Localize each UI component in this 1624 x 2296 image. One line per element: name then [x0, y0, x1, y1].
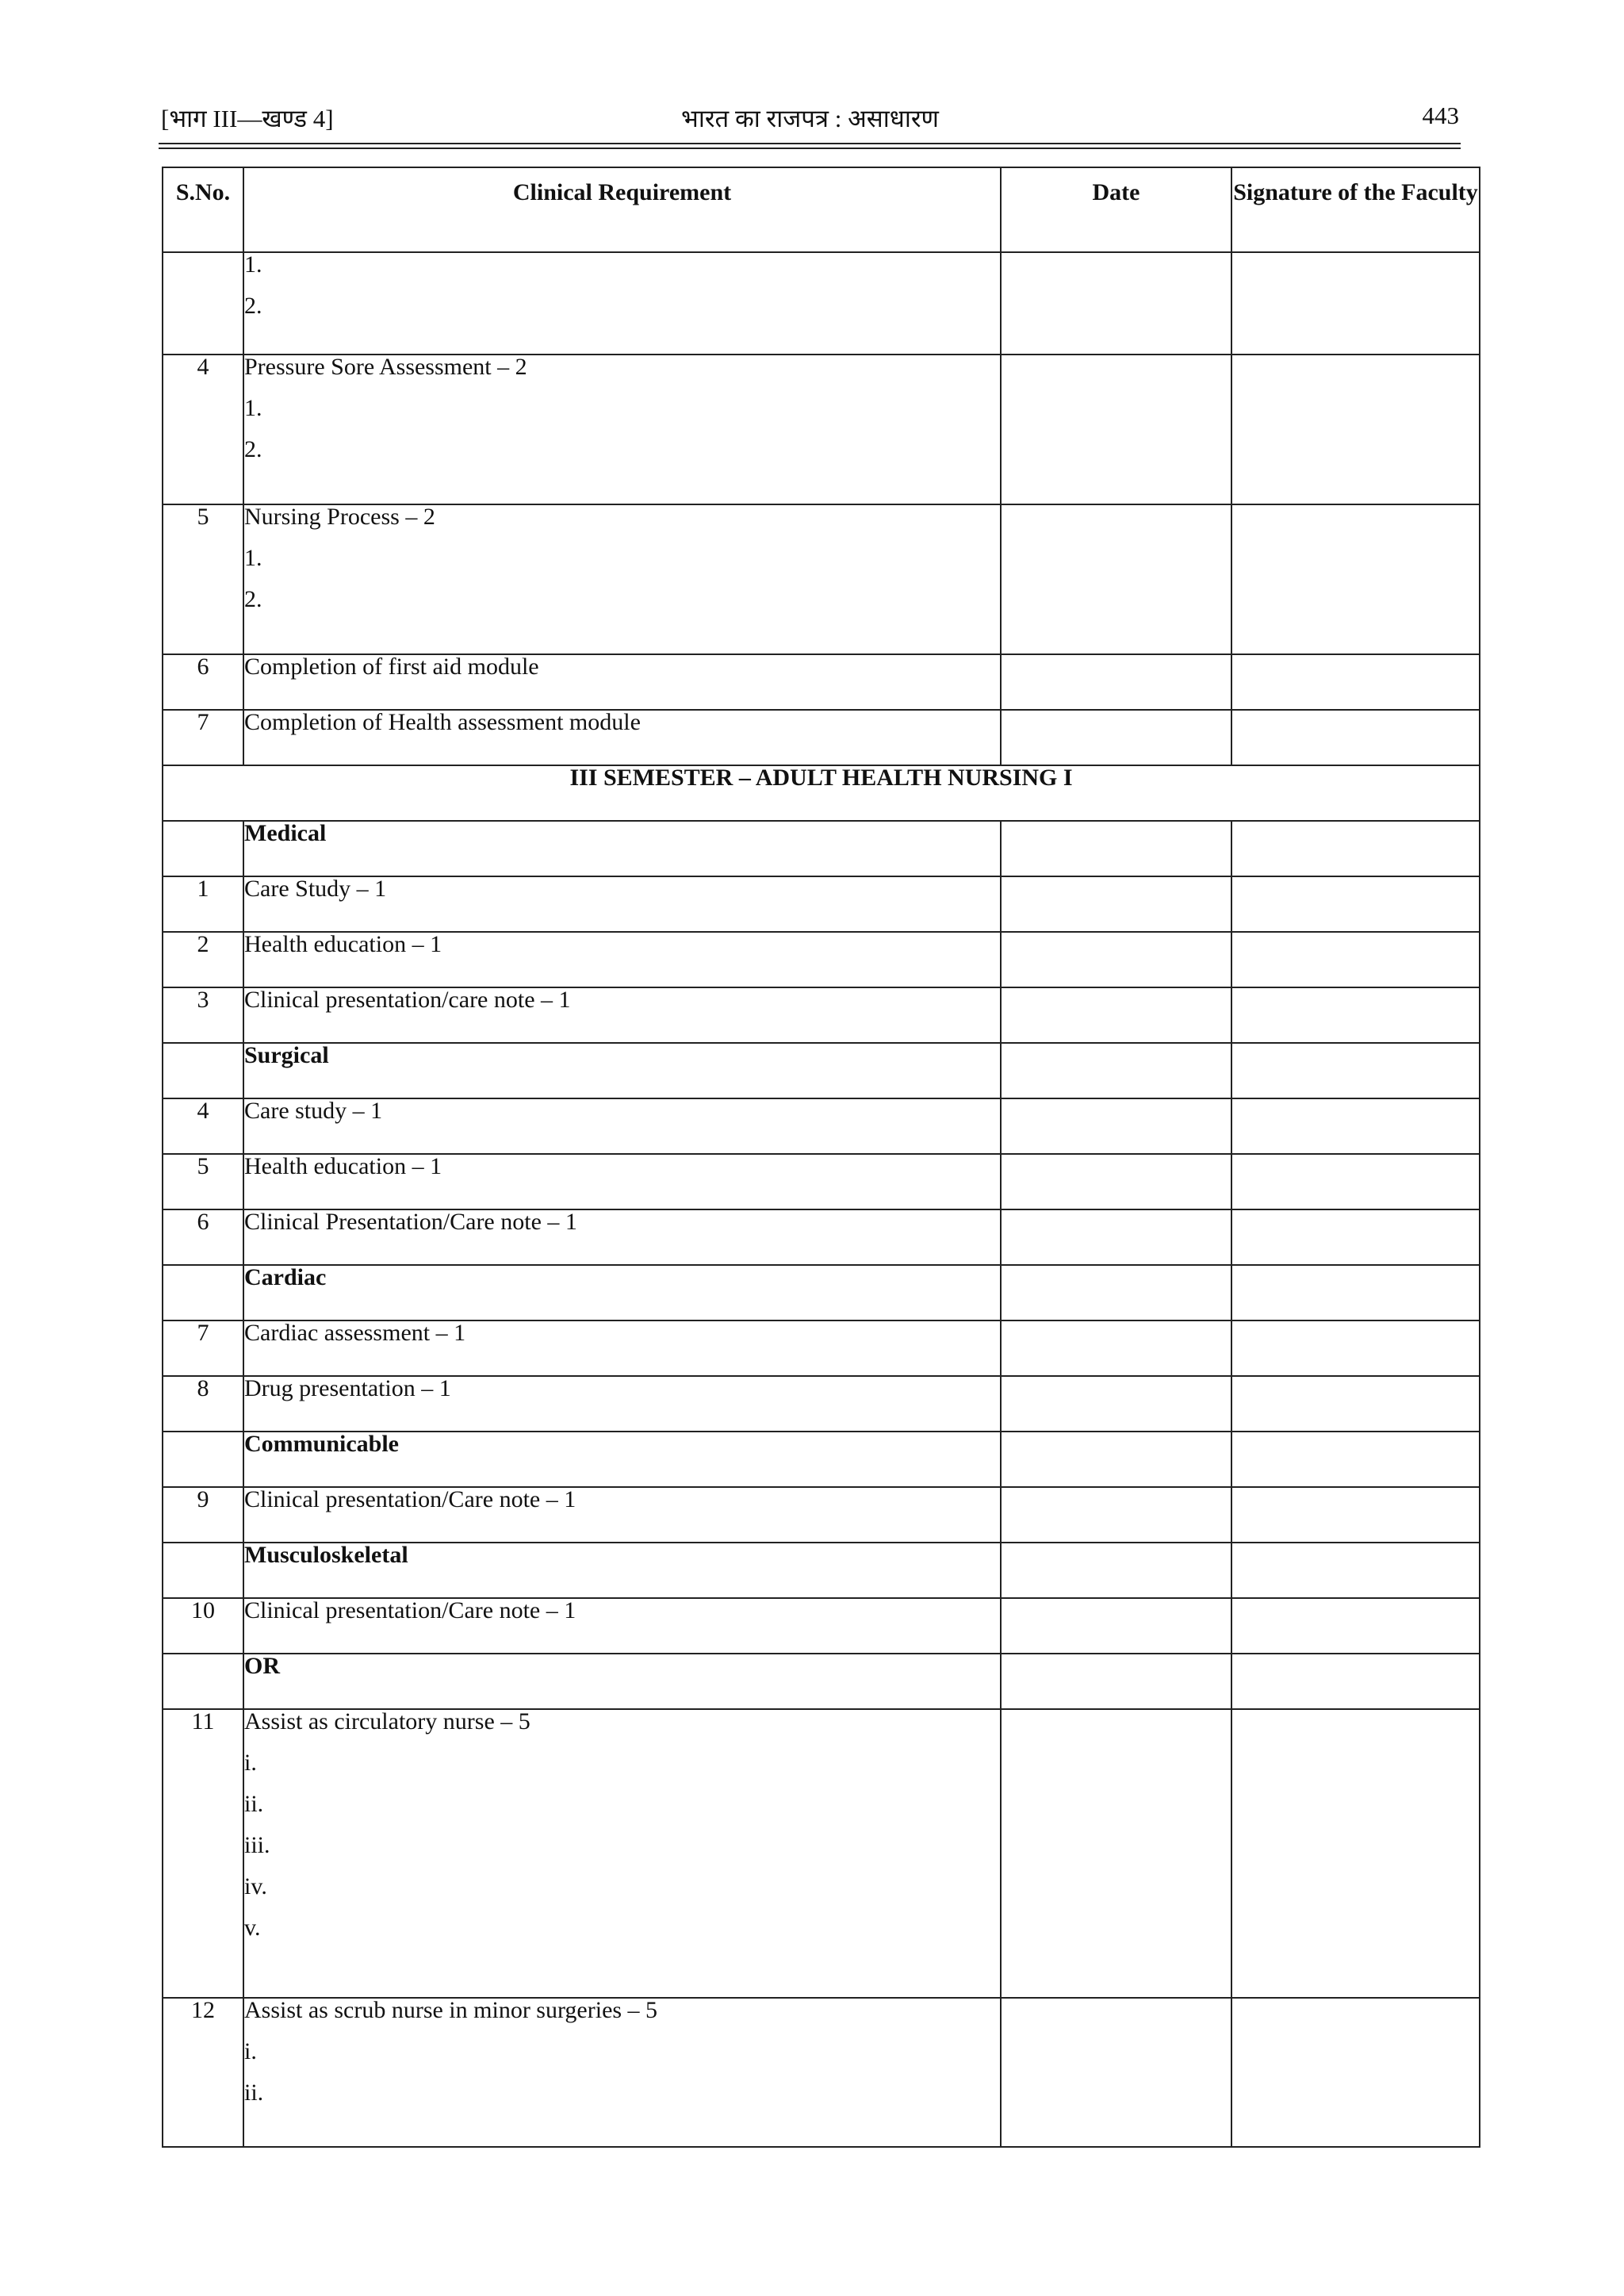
sub-item: i.: [244, 2038, 257, 2064]
sno-cell: 12: [163, 1998, 243, 2147]
requirement-label: Assist as scrub nurse in minor surgeries – 5: [244, 1997, 658, 2023]
sub-item: ii.: [244, 1791, 264, 1817]
date-cell[interactable]: [1001, 654, 1231, 710]
sno-cell: 5: [163, 504, 243, 654]
table-row: [163, 932, 1480, 987]
requirement-cell: Completion of first aid module: [243, 654, 1001, 710]
category-row: [163, 1432, 1480, 1487]
signature-cell[interactable]: [1231, 710, 1480, 765]
signature-cell[interactable]: [1231, 1487, 1480, 1543]
requirement-cell: Clinical presentation/care note – 1: [243, 987, 1001, 1043]
sno-cell: [163, 821, 243, 876]
sno-cell: [163, 252, 243, 355]
requirement-cell: Care Study – 1: [243, 876, 1001, 932]
table-row: [163, 1487, 1480, 1543]
sno-cell: 4: [163, 1098, 243, 1154]
sub-item: 1.: [244, 545, 262, 571]
sno-cell: 3: [163, 987, 243, 1043]
requirement-cell: Health education – 1: [243, 932, 1001, 987]
date-cell[interactable]: [1001, 1654, 1231, 1709]
category-label: Medical: [243, 821, 1001, 876]
date-cell[interactable]: [1001, 355, 1231, 504]
date-cell[interactable]: [1001, 710, 1231, 765]
date-cell[interactable]: [1001, 1998, 1231, 2147]
table-row: [163, 1598, 1480, 1654]
requirement-cell: Care study – 1: [243, 1098, 1001, 1154]
date-cell[interactable]: [1001, 1598, 1231, 1654]
category-row: [163, 1543, 1480, 1598]
sno-cell: [163, 1265, 243, 1320]
signature-cell[interactable]: [1231, 1265, 1480, 1320]
header-rule: [159, 143, 1461, 144]
sno-cell: [163, 1432, 243, 1487]
signature-cell[interactable]: [1231, 1154, 1480, 1209]
clinical-requirements-table: [162, 167, 1480, 2148]
sub-item: 2.: [244, 586, 262, 612]
sno-cell: 6: [163, 1209, 243, 1265]
signature-cell[interactable]: [1231, 1320, 1480, 1376]
requirement-cell: [243, 355, 1001, 504]
signature-cell[interactable]: [1231, 1998, 1480, 2147]
column-header-signature: Signature of the Faculty: [1231, 167, 1480, 252]
sub-item: i.: [244, 1750, 257, 1776]
category-row: [163, 821, 1480, 876]
table-row: [163, 1998, 1480, 2147]
requirement-label: Assist as circulatory nurse – 5: [244, 1708, 530, 1734]
date-cell[interactable]: [1001, 932, 1231, 987]
date-cell[interactable]: [1001, 1432, 1231, 1487]
category-row: [163, 1265, 1480, 1320]
requirement-cell: Completion of Health assessment module: [243, 710, 1001, 765]
sno-cell: 7: [163, 710, 243, 765]
column-header-sno: S.No.: [163, 167, 243, 252]
sno-cell: 9: [163, 1487, 243, 1543]
section-title-row: [163, 765, 1480, 821]
date-cell[interactable]: [1001, 504, 1231, 654]
signature-cell[interactable]: [1231, 1043, 1480, 1098]
sno-cell: 6: [163, 654, 243, 710]
table-row: [163, 1209, 1480, 1265]
sno-cell: 5: [163, 1154, 243, 1209]
sno-cell: [163, 1543, 243, 1598]
table-row: [163, 504, 1480, 654]
table-row: [163, 1320, 1480, 1376]
date-cell[interactable]: [1001, 987, 1231, 1043]
signature-cell[interactable]: [1231, 932, 1480, 987]
requirement-cell: [243, 252, 1001, 355]
signature-cell[interactable]: [1231, 654, 1480, 710]
date-cell[interactable]: [1001, 1487, 1231, 1543]
sno-cell: [163, 1654, 243, 1709]
date-cell[interactable]: [1001, 1320, 1231, 1376]
sno-cell: 11: [163, 1709, 243, 1998]
category-label: Cardiac: [243, 1265, 1001, 1320]
sno-cell: [163, 1043, 243, 1098]
requirement-cell: Clinical presentation/Care note – 1: [243, 1487, 1001, 1543]
sub-item: 2.: [244, 293, 262, 319]
signature-cell[interactable]: [1231, 504, 1480, 654]
date-cell[interactable]: [1001, 1376, 1231, 1432]
date-cell[interactable]: [1001, 1265, 1231, 1320]
signature-cell[interactable]: [1231, 1376, 1480, 1432]
sno-cell: 2: [163, 932, 243, 987]
table-row: [163, 987, 1480, 1043]
table-row: [163, 1376, 1480, 1432]
table-row: [163, 710, 1480, 765]
requirement-label: Nursing Process – 2: [244, 504, 435, 530]
sub-item: iii.: [244, 1832, 270, 1858]
date-cell[interactable]: [1001, 876, 1231, 932]
header-gazette-title: भारत का राजपत्र : असाधारण: [681, 105, 939, 132]
sub-item: 2.: [244, 436, 262, 462]
category-row: [163, 1654, 1480, 1709]
signature-cell[interactable]: [1231, 1709, 1480, 1998]
date-cell[interactable]: [1001, 252, 1231, 355]
table-row: [163, 654, 1480, 710]
page-header: [161, 102, 1459, 133]
sub-item: v.: [244, 1915, 261, 1941]
table-header-row: [163, 167, 1480, 252]
table-row: [163, 876, 1480, 932]
signature-cell[interactable]: [1231, 1654, 1480, 1709]
table-row: [163, 355, 1480, 504]
sno-cell: 4: [163, 355, 243, 504]
category-row: [163, 1043, 1480, 1098]
category-label: Surgical: [243, 1043, 1001, 1098]
sub-item: iv.: [244, 1873, 267, 1899]
column-header-requirement: Clinical Requirement: [243, 167, 1001, 252]
requirement-cell: [243, 504, 1001, 654]
sub-item: ii.: [244, 2079, 264, 2106]
signature-cell[interactable]: [1231, 1432, 1480, 1487]
category-label: Communicable: [243, 1432, 1001, 1487]
signature-cell[interactable]: [1231, 252, 1480, 355]
sno-cell: 1: [163, 876, 243, 932]
requirement-cell: Clinical Presentation/Care note – 1: [243, 1209, 1001, 1265]
page-number: 443: [1422, 102, 1459, 129]
sno-cell: 10: [163, 1598, 243, 1654]
date-cell[interactable]: [1001, 1543, 1231, 1598]
signature-cell[interactable]: [1231, 355, 1480, 504]
requirement-cell: [243, 1709, 1001, 1998]
table-row: [163, 1098, 1480, 1154]
signature-cell[interactable]: [1231, 1543, 1480, 1598]
column-header-date: Date: [1001, 167, 1231, 252]
requirement-cell: [243, 1998, 1001, 2147]
date-cell[interactable]: [1001, 1154, 1231, 1209]
table-row: [163, 252, 1480, 355]
header-part-section: [भाग III—खण्ड 4]: [161, 105, 334, 132]
table-row: [163, 1154, 1480, 1209]
signature-cell[interactable]: [1231, 1598, 1480, 1654]
requirement-cell: Clinical presentation/Care note – 1: [243, 1598, 1001, 1654]
requirement-cell: Drug presentation – 1: [243, 1376, 1001, 1432]
signature-cell[interactable]: [1231, 1098, 1480, 1154]
signature-cell[interactable]: [1231, 987, 1480, 1043]
date-cell[interactable]: [1001, 1209, 1231, 1265]
signature-cell[interactable]: [1231, 1209, 1480, 1265]
requirement-cell: Health education – 1: [243, 1154, 1001, 1209]
category-label: OR: [243, 1654, 1001, 1709]
date-cell[interactable]: [1001, 1043, 1231, 1098]
category-label: Musculoskeletal: [243, 1543, 1001, 1598]
requirement-cell: Cardiac assessment – 1: [243, 1320, 1001, 1376]
date-cell[interactable]: [1001, 821, 1231, 876]
sno-cell: 8: [163, 1376, 243, 1432]
date-cell[interactable]: [1001, 1709, 1231, 1998]
signature-cell[interactable]: [1231, 821, 1480, 876]
sno-cell: 7: [163, 1320, 243, 1376]
sub-item: 1.: [244, 395, 262, 421]
section-title: III SEMESTER – ADULT HEALTH NURSING I: [163, 765, 1480, 821]
signature-cell[interactable]: [1231, 876, 1480, 932]
sub-item: 1.: [244, 251, 262, 278]
date-cell[interactable]: [1001, 1098, 1231, 1154]
requirement-label: Pressure Sore Assessment – 2: [244, 354, 527, 380]
header-rule: [159, 148, 1461, 149]
table-row: [163, 1709, 1480, 1998]
